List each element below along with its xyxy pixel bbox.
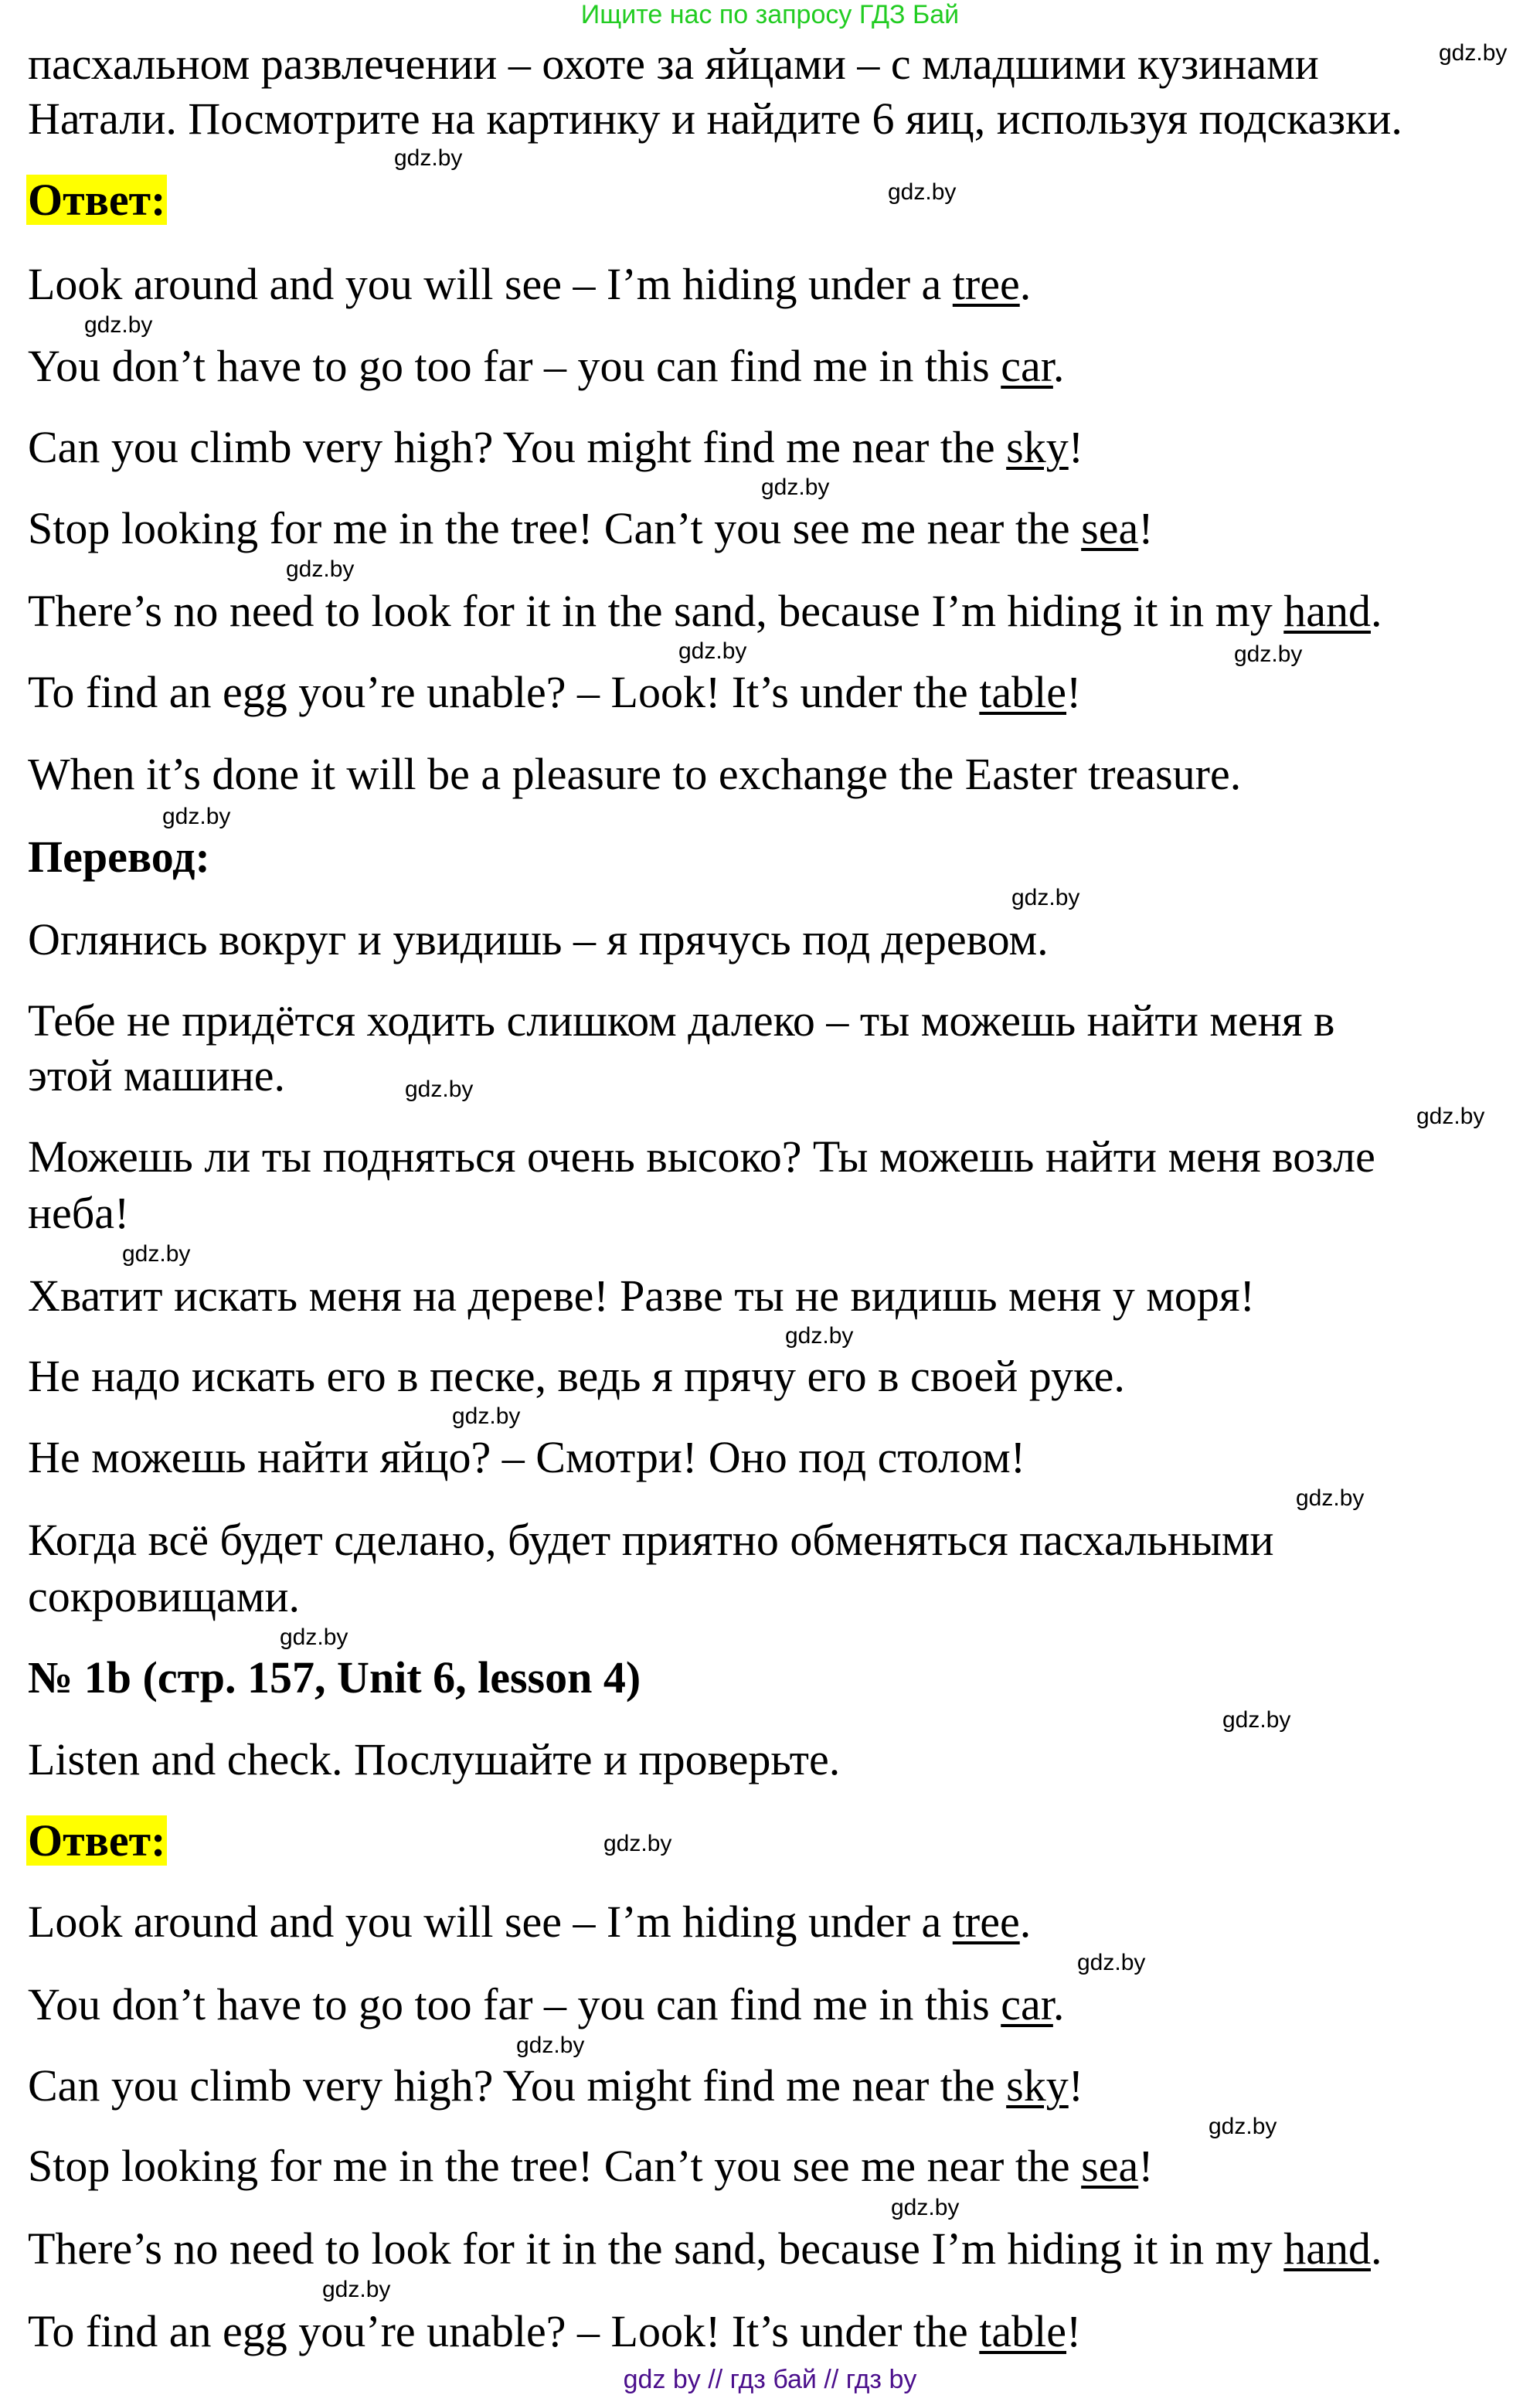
poem-line <box>28 261 1031 308</box>
poem-text: To find an egg you’re unable? – Look! It’s under the <box>28 2306 980 2356</box>
poem-punctuation: ! <box>1068 2060 1084 2111</box>
poem-line <box>28 343 1064 390</box>
translation-line: Когда всё будет сделано, будет приятно обменяться пасхальными <box>28 1515 1274 1565</box>
poem-line <box>28 2223 1382 2274</box>
translation-line: неба! <box>28 1188 130 1238</box>
underlined-answer-word: hand <box>1283 586 1371 636</box>
watermark: gdz.by <box>1011 885 1080 910</box>
watermark: gdz.by <box>286 556 355 582</box>
underlined-answer-word: sky <box>1006 422 1069 472</box>
footer-watermark: gdz by // гдз бай // гдз by <box>623 2365 917 2394</box>
underlined-answer-word: car <box>1001 341 1053 391</box>
underlined-answer-word: sea <box>1081 2141 1139 2191</box>
watermark: gdz.by <box>1222 1707 1291 1733</box>
answer-label: Ответ: <box>28 1815 166 1866</box>
watermark: gdz.by <box>162 804 231 829</box>
poem-line <box>28 1979 1065 2029</box>
poem-punctuation: . <box>1019 1897 1032 1947</box>
watermark: gdz.by <box>891 2195 960 2220</box>
poem-line <box>28 1899 1031 1945</box>
translation-line: Хватит искать меня на дереве! Разве ты не видишь меня у моря! <box>28 1271 1255 1321</box>
watermark: gdz.by <box>84 312 153 338</box>
poem-text: There’s no need to look for it in the sand, because I’m hiding it in my <box>28 586 1284 636</box>
watermark: gdz.by <box>1234 641 1303 667</box>
poem-text: Can you climb very high? You might find me near the <box>28 2060 1007 2111</box>
poem-text: You don’t have to go too far – you can find me in this <box>28 341 1001 391</box>
watermark: gdz.by <box>516 2033 585 2058</box>
watermark: gdz.by <box>1209 2114 1277 2139</box>
poem-text: Stop looking for me in the tree! Can’t you see me near the <box>28 2141 1082 2191</box>
poem-punctuation: . <box>1052 1979 1065 2029</box>
answer-heading <box>26 1815 167 1866</box>
poem-text: To find an egg you’re unable? – Look! It’s under the <box>28 667 980 717</box>
underlined-answer-word: car <box>1001 1979 1053 2029</box>
poem-text: When it’s done it will be a pleasure to exchange the Easter treasure. <box>28 749 1242 799</box>
translation-line: Оглянись вокруг и увидишь – я прячусь под деревом. <box>28 914 1049 964</box>
answer-label: Ответ: <box>28 175 166 225</box>
watermark: gdz.by <box>452 1403 521 1429</box>
poem-punctuation: ! <box>1068 422 1084 472</box>
watermark: gdz.by <box>122 1241 191 1267</box>
watermark: gdz.by <box>888 179 957 205</box>
watermark: gdz.by <box>785 1323 854 1349</box>
underlined-answer-word: hand <box>1283 2223 1371 2274</box>
underlined-answer-word: table <box>979 2306 1067 2356</box>
watermark: gdz.by <box>1077 1950 1146 1975</box>
underlined-answer-word: table <box>979 667 1067 717</box>
watermark: gdz.by <box>761 475 830 500</box>
poem-punctuation: . <box>1052 341 1065 391</box>
underlined-answer-word: tree <box>952 259 1020 309</box>
poem-line <box>28 669 1081 716</box>
underlined-answer-word: tree <box>952 1897 1020 1947</box>
poem-punctuation: ! <box>1066 667 1082 717</box>
underlined-answer-word: sky <box>1006 2060 1069 2111</box>
watermark: gdz.by <box>678 638 747 664</box>
poem-punctuation: ! <box>1066 2306 1082 2356</box>
task-heading: № 1b (стр. 157, Unit 6, lesson 4) <box>28 1652 641 1703</box>
poem-line <box>28 588 1382 634</box>
watermark: gdz.by <box>322 2277 391 2302</box>
translation-line: Не надо искать его в песке, ведь я прячу его в своей руке. <box>28 1351 1125 1401</box>
poem-line <box>28 2060 1084 2111</box>
poem-line <box>28 751 1241 798</box>
poem-punctuation: ! <box>1138 503 1154 553</box>
poem-text: Stop looking for me in the tree! Can’t you see me near the <box>28 503 1082 553</box>
poem-punctuation: ! <box>1138 2141 1154 2191</box>
translation-line: Тебе не придётся ходить слишком далеко – ты можешь найти меня в <box>28 995 1335 1046</box>
poem-text: You don’t have to go too far – you can find me in this <box>28 1979 1001 2029</box>
watermark: gdz.by <box>394 145 463 171</box>
poem-punctuation: . <box>1019 259 1032 309</box>
poem-text: There’s no need to look for it in the sand, because I’m hiding it in my <box>28 2223 1284 2274</box>
poem-text: Look around and you will see – I’m hiding under a <box>28 259 953 309</box>
translation-line: Не можешь найти яйцо? – Смотри! Оно под столом! <box>28 1432 1026 1482</box>
intro-line: пасхальном развлечении – охоте за яйцами – с младшими кузинами <box>28 39 1319 89</box>
translation-line: этой машине. <box>28 1050 286 1101</box>
poem-line <box>28 424 1083 471</box>
watermark: gdz.by <box>1296 1485 1365 1511</box>
intro-line: Натали. Посмотрите на картинку и найдите 6 яиц, используя подсказки. <box>28 94 1402 144</box>
answer-heading <box>26 177 167 223</box>
translation-heading: Перевод: <box>28 832 210 882</box>
watermark: gdz.by <box>1416 1104 1485 1129</box>
watermark: gdz.by <box>1439 40 1508 66</box>
poem-text: Can you climb very high? You might find me near the <box>28 422 1007 472</box>
poem-line <box>28 2308 1081 2355</box>
task-instruction: Listen and check. Послушайте и проверьте. <box>28 1734 841 1784</box>
translation-line: Можешь ли ты подняться очень высоко? Ты можешь найти меня возле <box>28 1131 1375 1182</box>
poem-text: Look around and you will see – I’m hiding under a <box>28 1897 953 1947</box>
watermark: gdz.by <box>280 1624 348 1650</box>
poem-line <box>28 505 1154 552</box>
poem-punctuation: . <box>1371 586 1382 636</box>
underlined-answer-word: sea <box>1081 503 1139 553</box>
watermark: gdz.by <box>405 1077 474 1102</box>
search-banner: Ищите нас по запросу ГДЗ Бай <box>580 0 960 29</box>
watermark: gdz.by <box>603 1831 672 1856</box>
poem-line <box>28 2143 1154 2189</box>
translation-line: сокровищами. <box>28 1571 300 1621</box>
poem-punctuation: . <box>1371 2223 1382 2274</box>
